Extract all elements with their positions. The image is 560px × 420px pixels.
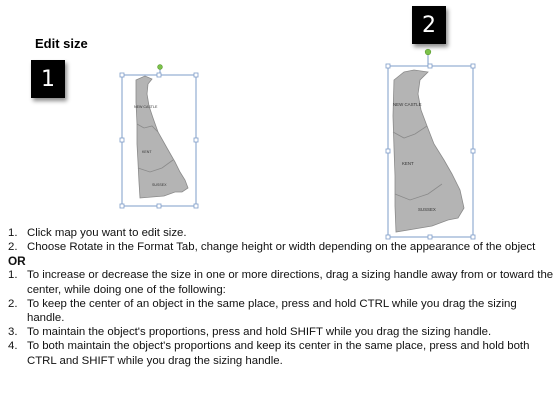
step-badge-2: 2 (412, 6, 446, 44)
list-item: 2. Choose Rotate in the Format Tab, change height or width depending on the appearance of the object (8, 241, 536, 254)
list-item: 3. To maintain the object's proportions, press and hold SHIFT while you drag the sizing handle. (8, 326, 492, 339)
list-item: 1. Click map you want to edit size. (8, 227, 187, 239)
or-separator: OR (8, 254, 26, 269)
county-label-kent: KENT (402, 161, 414, 166)
delaware-map-large[interactable] (384, 46, 478, 242)
county-label-sussex: SUSSEX (418, 207, 436, 212)
list-item: 1. To increase or decrease the size in one or more directions, drag a sizing handle away from or toward the center, while doing one of the following: (8, 269, 554, 296)
delaware-shape (136, 76, 188, 198)
county-label-new-castle: NEW CASTLE (393, 102, 422, 107)
county-label-sussex: SUSSEX (152, 183, 167, 187)
county-label-kent: KENT (142, 150, 152, 154)
list-item: 2. To keep the center of an object in the same place, press and hold CTRL while you drag the sizing handle. (8, 297, 517, 325)
page-title: Edit size (35, 36, 88, 51)
step-badge-1: 1 (31, 60, 65, 98)
list-item: 4. To both maintain the object's proportions and keep its center in the same place, press and hold both CTRL and SHIFT while you drag the sizing handle. (8, 340, 530, 367)
instructions (8, 226, 556, 368)
rotate-handle (158, 65, 163, 70)
rotate-handle (425, 49, 431, 55)
delaware-map-small[interactable] (118, 62, 200, 210)
steps-list-a (8, 226, 556, 254)
county-label-new-castle: NEW CASTLE (134, 105, 158, 109)
steps-list-b (8, 268, 556, 367)
